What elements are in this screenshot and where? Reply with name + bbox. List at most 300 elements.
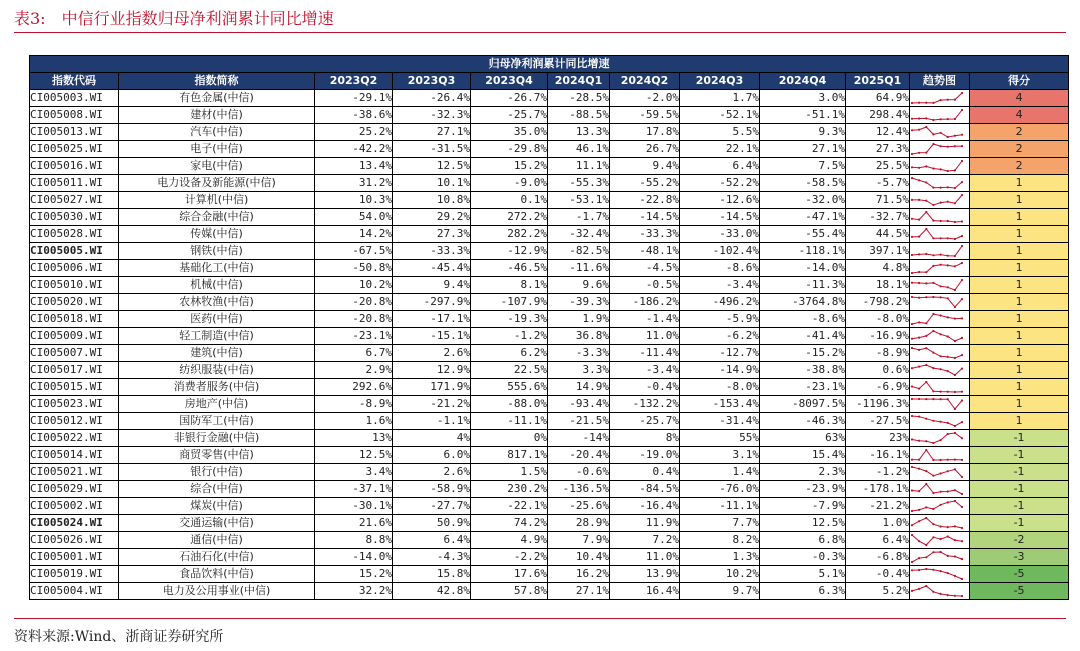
growth-value: 9.7% bbox=[680, 583, 760, 600]
table-row bbox=[30, 379, 1069, 396]
growth-value: -38.8% bbox=[760, 362, 846, 379]
table-row bbox=[30, 430, 1069, 447]
growth-value: -41.4% bbox=[760, 328, 846, 345]
growth-value: -3.3% bbox=[548, 345, 610, 362]
growth-value: -297.9% bbox=[393, 294, 471, 311]
col-header-2024q4: 2024Q4 bbox=[760, 73, 846, 90]
index-code: CI005020.WI bbox=[30, 294, 119, 311]
growth-value: -25.6% bbox=[548, 498, 610, 515]
trend-point bbox=[947, 186, 949, 188]
trend-sparkline-cell bbox=[910, 447, 970, 464]
trend-point bbox=[961, 134, 963, 136]
trend-point bbox=[961, 181, 963, 183]
growth-value: 7.5% bbox=[760, 158, 846, 175]
trend-point bbox=[961, 262, 963, 264]
trend-sparkline bbox=[910, 295, 964, 309]
growth-value: 11.1% bbox=[548, 158, 610, 175]
growth-value: 9.6% bbox=[548, 277, 610, 294]
growth-value: -58.9% bbox=[393, 481, 471, 498]
growth-value: -2.2% bbox=[471, 549, 548, 566]
trend-point bbox=[918, 297, 920, 299]
trend-sparkline-cell bbox=[910, 294, 970, 311]
trend-point bbox=[932, 591, 934, 593]
growth-value: 12.9% bbox=[393, 362, 471, 379]
growth-value: 4.8% bbox=[846, 260, 910, 277]
growth-value: 12.5% bbox=[760, 515, 846, 532]
index-code: CI005025.WI bbox=[30, 141, 119, 158]
score-cell: 1 bbox=[970, 192, 1069, 209]
growth-value: -8.6% bbox=[680, 260, 760, 277]
score-cell: -1 bbox=[970, 430, 1069, 447]
growth-value: -8.6% bbox=[760, 311, 846, 328]
trend-sparkline bbox=[910, 193, 964, 207]
trend-point bbox=[911, 254, 913, 256]
trend-point bbox=[940, 285, 942, 287]
growth-value: -14.5% bbox=[610, 209, 680, 226]
trend-point bbox=[961, 354, 963, 356]
trend-sparkline-cell bbox=[910, 226, 970, 243]
trend-point bbox=[940, 504, 942, 506]
column-header-row bbox=[30, 73, 1069, 90]
table-row bbox=[30, 328, 1069, 345]
col-header-2024q1: 2024Q1 bbox=[548, 73, 610, 90]
index-code: CI005007.WI bbox=[30, 345, 119, 362]
trend-point bbox=[918, 366, 920, 368]
score-cell: 1 bbox=[970, 345, 1069, 362]
growth-value: 0% bbox=[471, 430, 548, 447]
growth-value: 15.4% bbox=[760, 447, 846, 464]
index-name: 消费者服务(中信) bbox=[119, 379, 315, 396]
trend-point bbox=[918, 152, 920, 154]
score-cell: -5 bbox=[970, 583, 1069, 600]
trend-point bbox=[911, 561, 913, 563]
score-cell: 1 bbox=[970, 260, 1069, 277]
index-code: CI005002.WI bbox=[30, 498, 119, 515]
index-name: 医药(中信) bbox=[119, 311, 315, 328]
trend-point bbox=[932, 367, 934, 369]
growth-value: 3.3% bbox=[548, 362, 610, 379]
growth-value: -33.0% bbox=[680, 226, 760, 243]
trend-point bbox=[918, 416, 920, 418]
growth-value: -52.2% bbox=[680, 175, 760, 192]
growth-value: 817.1% bbox=[471, 447, 548, 464]
growth-value: -21.2% bbox=[393, 396, 471, 413]
trend-sparkline-cell bbox=[910, 362, 970, 379]
growth-value: 2.6% bbox=[393, 345, 471, 362]
trend-point bbox=[940, 368, 942, 370]
growth-value: 8.1% bbox=[471, 277, 548, 294]
trend-point bbox=[911, 218, 913, 220]
trend-point bbox=[911, 272, 913, 274]
growth-value: 0.4% bbox=[610, 464, 680, 481]
col-header-2023q2: 2023Q2 bbox=[315, 73, 393, 90]
trend-sparkline-cell bbox=[910, 90, 970, 107]
trend-point bbox=[940, 472, 942, 474]
growth-value: -27.5% bbox=[846, 413, 910, 430]
table-row bbox=[30, 447, 1069, 464]
col-header-2025q1: 2025Q1 bbox=[846, 73, 910, 90]
growth-value: -11.4% bbox=[610, 345, 680, 362]
growth-value: 46.1% bbox=[548, 141, 610, 158]
trend-point bbox=[940, 355, 942, 357]
score-cell: 1 bbox=[970, 277, 1069, 294]
trend-sparkline bbox=[910, 397, 964, 411]
trend-point bbox=[932, 352, 934, 354]
trend-sparkline-cell bbox=[910, 209, 970, 226]
growth-value: -32.3% bbox=[393, 107, 471, 124]
trend-point bbox=[911, 347, 913, 349]
col-header-2023q4: 2023Q4 bbox=[471, 73, 548, 90]
growth-value: 8.8% bbox=[315, 532, 393, 549]
index-name: 银行(中信) bbox=[119, 464, 315, 481]
growth-value: -58.5% bbox=[760, 175, 846, 192]
trend-point bbox=[925, 585, 927, 587]
trend-sparkline-cell bbox=[910, 175, 970, 192]
trend-point bbox=[947, 356, 949, 358]
growth-value: -15.2% bbox=[760, 345, 846, 362]
trend-point bbox=[940, 187, 942, 189]
growth-value: 6.0% bbox=[393, 447, 471, 464]
trend-point bbox=[911, 236, 913, 238]
trend-point bbox=[947, 555, 949, 557]
trend-point bbox=[961, 160, 963, 162]
trend-point bbox=[940, 525, 942, 527]
growth-value: -0.6% bbox=[548, 464, 610, 481]
trend-point bbox=[918, 440, 920, 442]
growth-value: -23.1% bbox=[315, 328, 393, 345]
growth-value: -14.0% bbox=[760, 260, 846, 277]
trend-point bbox=[954, 318, 956, 320]
growth-value: -33.3% bbox=[610, 226, 680, 243]
index-code: CI005005.WI bbox=[30, 243, 119, 260]
trend-sparkline-cell bbox=[910, 192, 970, 209]
trend-point bbox=[925, 470, 927, 472]
trend-point bbox=[947, 398, 949, 400]
index-name: 建材(中信) bbox=[119, 107, 315, 124]
growth-value: -22.8% bbox=[610, 192, 680, 209]
growth-value: -14.9% bbox=[680, 362, 760, 379]
index-code: CI005029.WI bbox=[30, 481, 119, 498]
index-code: CI005006.WI bbox=[30, 260, 119, 277]
index-code: CI005012.WI bbox=[30, 413, 119, 430]
growth-value: -32.7% bbox=[846, 209, 910, 226]
growth-value: 27.1% bbox=[760, 141, 846, 158]
trend-point bbox=[961, 391, 963, 393]
index-code: CI005030.WI bbox=[30, 209, 119, 226]
growth-value: 1.3% bbox=[680, 549, 760, 566]
trend-point bbox=[947, 264, 949, 266]
growth-value: -22.1% bbox=[471, 498, 548, 515]
trend-point bbox=[947, 99, 949, 101]
trend-line bbox=[912, 93, 962, 103]
growth-value: -23.1% bbox=[760, 379, 846, 396]
index-code: CI005016.WI bbox=[30, 158, 119, 175]
score-cell: 2 bbox=[970, 141, 1069, 158]
trend-point bbox=[925, 335, 927, 337]
growth-value: -11.1% bbox=[471, 413, 548, 430]
index-code: CI005003.WI bbox=[30, 90, 119, 107]
growth-value: -0.3% bbox=[760, 549, 846, 566]
growth-value: 6.2% bbox=[471, 345, 548, 362]
growth-value: 16.4% bbox=[610, 583, 680, 600]
growth-value: -798.2% bbox=[846, 294, 910, 311]
growth-value: 9.4% bbox=[610, 158, 680, 175]
table-row bbox=[30, 532, 1069, 549]
trend-point bbox=[925, 126, 927, 128]
score-cell: 1 bbox=[970, 379, 1069, 396]
table-row bbox=[30, 124, 1069, 141]
growth-value: 15.2% bbox=[315, 566, 393, 583]
growth-value: -88.5% bbox=[548, 107, 610, 124]
growth-value: -25.7% bbox=[610, 413, 680, 430]
col-header-trend: 趋势图 bbox=[910, 73, 970, 90]
growth-value: -76.0% bbox=[680, 481, 760, 498]
trend-sparkline-cell bbox=[910, 532, 970, 549]
trend-point bbox=[925, 200, 927, 202]
trend-sparkline-cell bbox=[910, 430, 970, 447]
growth-value: 1.7% bbox=[680, 90, 760, 107]
index-name: 钢铁(中信) bbox=[119, 243, 315, 260]
growth-value: -25.7% bbox=[471, 107, 548, 124]
growth-value: -107.9% bbox=[471, 294, 548, 311]
trend-sparkline bbox=[910, 533, 964, 547]
growth-value: -51.1% bbox=[760, 107, 846, 124]
index-name: 综合(中信) bbox=[119, 481, 315, 498]
trend-point bbox=[961, 399, 963, 401]
growth-value: -19.0% bbox=[610, 447, 680, 464]
growth-value: 13.4% bbox=[315, 158, 393, 175]
trend-point bbox=[940, 391, 942, 393]
trend-point bbox=[954, 118, 956, 120]
trend-point bbox=[911, 296, 913, 298]
growth-value: -14% bbox=[548, 430, 610, 447]
table-row bbox=[30, 583, 1069, 600]
trend-point bbox=[932, 187, 934, 189]
growth-value: 10.4% bbox=[548, 549, 610, 566]
growth-value: -11.1% bbox=[680, 498, 760, 515]
growth-value: -29.1% bbox=[315, 90, 393, 107]
trend-point bbox=[925, 381, 927, 383]
table-row bbox=[30, 175, 1069, 192]
growth-value: 36.8% bbox=[548, 328, 610, 345]
score-cell: 1 bbox=[970, 294, 1069, 311]
growth-value: -26.4% bbox=[393, 90, 471, 107]
score-cell: 1 bbox=[970, 311, 1069, 328]
trend-point bbox=[961, 421, 963, 423]
trend-point bbox=[954, 595, 956, 597]
growth-value: 5.2% bbox=[846, 583, 910, 600]
index-code: CI005023.WI bbox=[30, 396, 119, 413]
score-cell: -1 bbox=[970, 515, 1069, 532]
growth-value: -50.8% bbox=[315, 260, 393, 277]
trend-point bbox=[918, 490, 920, 492]
index-code: CI005014.WI bbox=[30, 447, 119, 464]
growth-value: -5.7% bbox=[846, 175, 910, 192]
col-header-2024q2: 2024Q2 bbox=[610, 73, 680, 90]
growth-value: -1.1% bbox=[393, 413, 471, 430]
trend-point bbox=[932, 167, 934, 169]
growth-value: 13.9% bbox=[610, 566, 680, 583]
growth-value: 3.4% bbox=[315, 464, 393, 481]
growth-value: 54.0% bbox=[315, 209, 393, 226]
growth-value: -4.5% bbox=[610, 260, 680, 277]
trend-point bbox=[947, 535, 949, 537]
trend-point bbox=[911, 385, 913, 387]
trend-point bbox=[940, 421, 942, 423]
growth-value: 1.0% bbox=[846, 515, 910, 532]
score-cell: -3 bbox=[970, 549, 1069, 566]
growth-value: -3764.8% bbox=[760, 294, 846, 311]
trend-point bbox=[940, 459, 942, 461]
trend-point bbox=[961, 235, 963, 237]
growth-value: 27.3% bbox=[846, 141, 910, 158]
growth-value: -31.5% bbox=[393, 141, 471, 158]
trend-sparkline bbox=[910, 584, 964, 598]
growth-value: -8.0% bbox=[680, 379, 760, 396]
trend-point bbox=[940, 551, 942, 553]
score-cell: 1 bbox=[970, 396, 1069, 413]
growth-value: 12.5% bbox=[393, 158, 471, 175]
trend-point bbox=[918, 540, 920, 542]
growth-value: -20.8% bbox=[315, 311, 393, 328]
growth-value: 5.5% bbox=[680, 124, 760, 141]
trend-point bbox=[947, 237, 949, 239]
growth-value: 13% bbox=[315, 430, 393, 447]
trend-point bbox=[940, 202, 942, 204]
trend-point bbox=[911, 282, 913, 284]
trend-point bbox=[947, 335, 949, 337]
growth-value: -0.4% bbox=[846, 566, 910, 583]
trend-point bbox=[911, 153, 913, 155]
growth-value: 555.6% bbox=[471, 379, 548, 396]
trend-point bbox=[932, 459, 934, 461]
table-row bbox=[30, 277, 1069, 294]
trend-point bbox=[918, 282, 920, 284]
trend-sparkline-cell bbox=[910, 396, 970, 413]
growth-value: -132.2% bbox=[610, 396, 680, 413]
growth-value: -21.5% bbox=[548, 413, 610, 430]
growth-value: -8.9% bbox=[846, 345, 910, 362]
trend-line bbox=[912, 484, 962, 494]
trend-sparkline bbox=[910, 499, 964, 513]
trend-point bbox=[925, 556, 927, 558]
growth-value: 6.4% bbox=[393, 532, 471, 549]
growth-value: -55.2% bbox=[610, 175, 680, 192]
trend-point bbox=[961, 595, 963, 597]
trend-sparkline bbox=[910, 125, 964, 139]
industry-profit-table bbox=[29, 55, 1069, 600]
growth-value: -9.0% bbox=[471, 175, 548, 192]
trend-point bbox=[911, 166, 913, 168]
trend-sparkline bbox=[910, 244, 964, 258]
trend-point bbox=[961, 368, 963, 370]
trend-sparkline-cell bbox=[910, 158, 970, 175]
trend-point bbox=[918, 179, 920, 181]
growth-value: 14.9% bbox=[548, 379, 610, 396]
growth-value: 44.5% bbox=[846, 226, 910, 243]
trend-point bbox=[940, 398, 942, 400]
trend-point bbox=[947, 391, 949, 393]
growth-value: -178.1% bbox=[846, 481, 910, 498]
trend-sparkline-cell bbox=[910, 328, 970, 345]
trend-point bbox=[954, 169, 956, 171]
index-code: CI005021.WI bbox=[30, 464, 119, 481]
index-name: 汽车(中信) bbox=[119, 124, 315, 141]
trend-point bbox=[911, 466, 913, 468]
growth-value: -0.4% bbox=[610, 379, 680, 396]
score-cell: -1 bbox=[970, 447, 1069, 464]
trend-sparkline bbox=[910, 227, 964, 241]
trend-sparkline-cell bbox=[910, 277, 970, 294]
trend-point bbox=[918, 253, 920, 255]
trend-point bbox=[961, 109, 963, 111]
trend-point bbox=[925, 181, 927, 183]
index-code: CI005018.WI bbox=[30, 311, 119, 328]
growth-value: -39.3% bbox=[548, 294, 610, 311]
score-cell: -1 bbox=[970, 464, 1069, 481]
growth-value: -5.9% bbox=[680, 311, 760, 328]
index-code: CI005017.WI bbox=[30, 362, 119, 379]
growth-value: -4.3% bbox=[393, 549, 471, 566]
index-code: CI005022.WI bbox=[30, 430, 119, 447]
trend-point bbox=[925, 117, 927, 119]
group-header-row bbox=[30, 56, 1069, 73]
trend-point bbox=[925, 296, 927, 298]
growth-value: 0.6% bbox=[846, 362, 910, 379]
index-name: 石油石化(中信) bbox=[119, 549, 315, 566]
trend-line bbox=[912, 450, 962, 460]
trend-point bbox=[932, 508, 934, 510]
growth-value: 11.0% bbox=[610, 549, 680, 566]
trend-point bbox=[925, 282, 927, 284]
trend-sparkline bbox=[910, 312, 964, 326]
trend-point bbox=[932, 475, 934, 477]
growth-value: -8.0% bbox=[846, 311, 910, 328]
growth-value: -0.5% bbox=[610, 277, 680, 294]
index-name: 轻工制造(中信) bbox=[119, 328, 315, 345]
growth-value: -19.3% bbox=[471, 311, 548, 328]
trend-point bbox=[925, 398, 927, 400]
trend-point bbox=[932, 442, 934, 444]
trend-point bbox=[911, 534, 913, 536]
growth-value: -47.1% bbox=[760, 209, 846, 226]
growth-value: -16.4% bbox=[610, 498, 680, 515]
growth-value: 7.7% bbox=[680, 515, 760, 532]
table-row bbox=[30, 464, 1069, 481]
table-row bbox=[30, 294, 1069, 311]
trend-point bbox=[940, 296, 942, 298]
index-code: CI005004.WI bbox=[30, 583, 119, 600]
growth-value: -20.4% bbox=[548, 447, 610, 464]
trend-sparkline-cell bbox=[910, 243, 970, 260]
index-name: 商贸零售(中信) bbox=[119, 447, 315, 464]
growth-value: 16.2% bbox=[548, 566, 610, 583]
trend-point bbox=[918, 557, 920, 559]
trend-point bbox=[940, 314, 942, 316]
trend-point bbox=[918, 398, 920, 400]
trend-sparkline bbox=[910, 414, 964, 428]
trend-point bbox=[925, 152, 927, 154]
growth-value: 17.8% bbox=[610, 124, 680, 141]
trend-point bbox=[925, 211, 927, 213]
trend-sparkline bbox=[910, 91, 964, 105]
group-header: 归母净利润累计同比增速 bbox=[30, 56, 1069, 73]
trend-point bbox=[932, 569, 934, 571]
trend-point bbox=[961, 527, 963, 529]
growth-value: -8.9% bbox=[315, 396, 393, 413]
trend-sparkline bbox=[910, 159, 964, 173]
trend-point bbox=[925, 102, 927, 104]
